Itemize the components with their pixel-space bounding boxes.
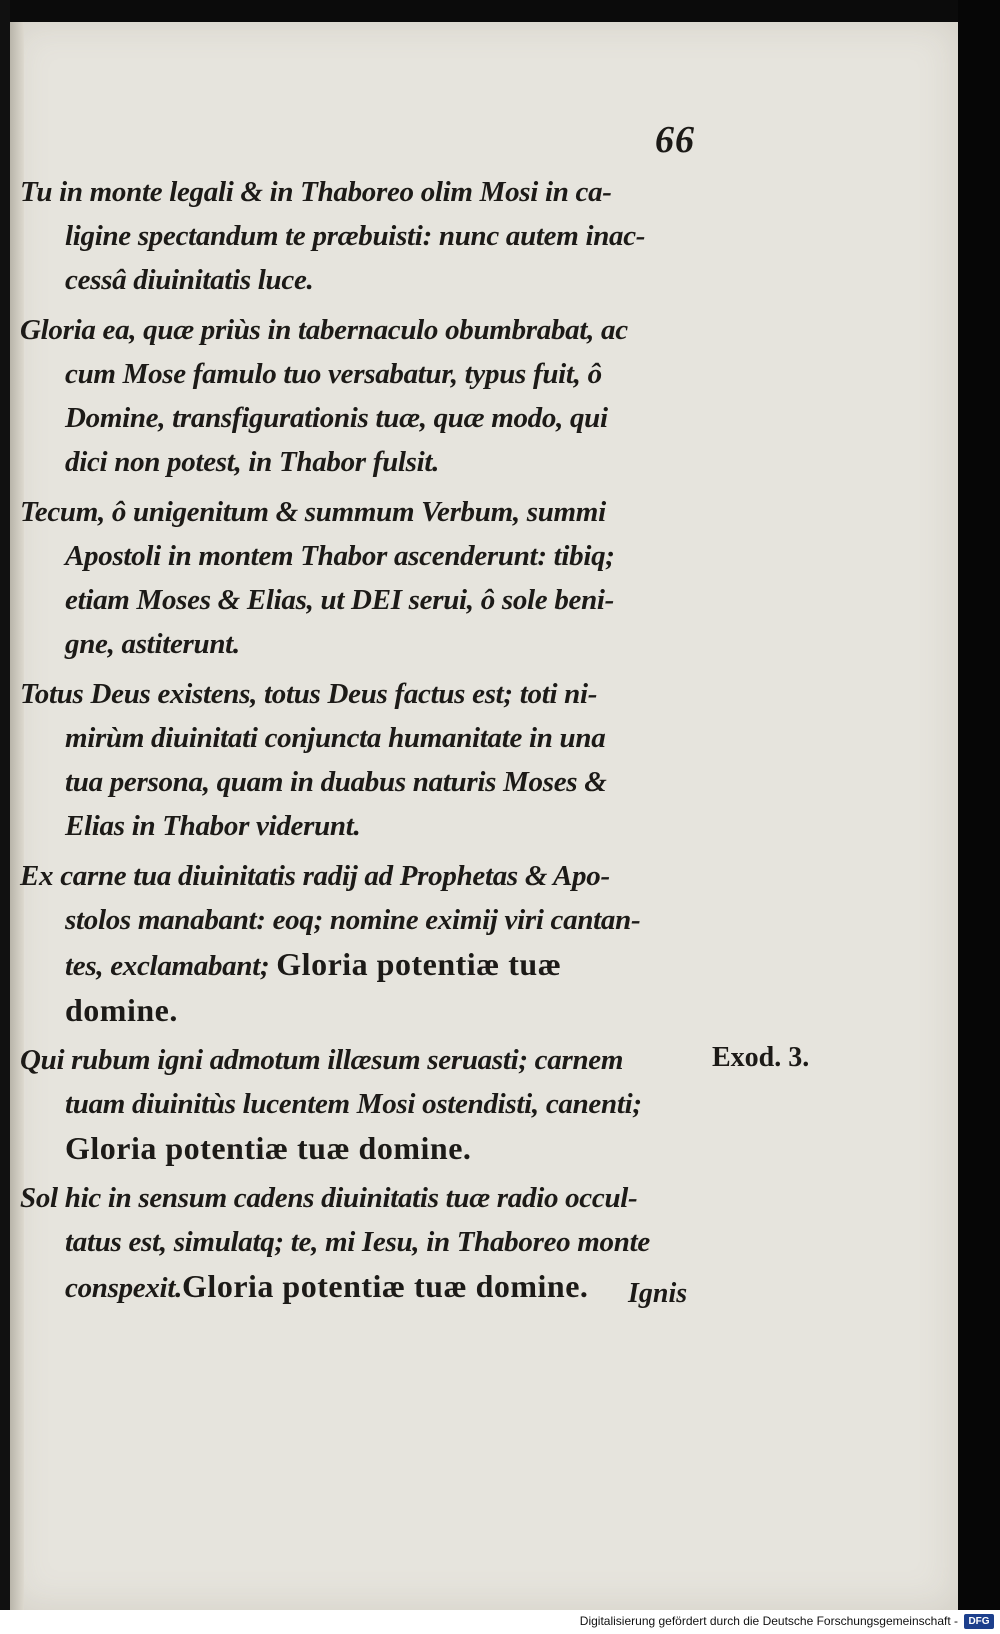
text-line: tuam diuinitùs lucentem Mosi ostendisti, canenti;	[65, 1088, 642, 1120]
text-line: Domine, transfigurationis tuæ, quæ modo, qui	[65, 402, 608, 434]
stanza-3	[20, 490, 710, 666]
text-line: Ex carne tua diuinitatis radij ad Prophetas & Apo-	[20, 860, 610, 892]
dfg-logo: DFG	[964, 1614, 994, 1629]
text-line: gne, astiterunt.	[65, 628, 240, 660]
text-line: cessâ diuinitatis luce.	[65, 264, 314, 296]
stanza-5	[20, 854, 710, 1032]
text-line: Tecum, ô unigenitum & summum Verbum, summi	[20, 496, 606, 528]
margin-reference: Exod. 3.	[712, 1042, 810, 1073]
catchword: Ignis	[628, 1278, 688, 1309]
text-line: Sol hic in sensum cadens diuinitatis tuæ radio occul-	[20, 1182, 638, 1214]
text-line: Qui rubum igni admotum illæsum seruasti; carnem	[20, 1044, 624, 1076]
text-line: Gloria ea, quæ priùs in tabernaculo obumbrabat, ac	[20, 314, 628, 346]
stanza-7	[20, 1176, 710, 1310]
refrain-text: Gloria potentiæ tuæ domine.	[182, 1268, 589, 1304]
text-line: tua persona, quam in duabus naturis Moses &	[65, 766, 607, 798]
text-line: etiam Moses & Elias, ut DEI serui, ô sole beni-	[65, 584, 615, 616]
refrain-text: Gloria potentiæ tuæ	[276, 946, 562, 982]
text-line: mirùm diuinitati conjuncta humanitate in una	[65, 722, 606, 754]
text-line: cum Mose famulo tuo versabatur, typus fuit, ô	[65, 358, 602, 390]
page-number: 66	[655, 119, 695, 161]
scan-border-left	[0, 0, 10, 1610]
text-line	[20, 942, 710, 988]
text-line: Tu in monte legali & in Thaboreo olim Mosi in ca-	[20, 176, 612, 208]
funding-credit: Digitalisierung gefördert durch die Deutsche Forschungsgemeinschaft -	[579, 1614, 958, 1628]
refrain-line: domine.	[65, 992, 178, 1028]
text-line: Apostoli in montem Thabor ascenderunt: tibiq;	[65, 540, 615, 572]
hymn-text	[20, 170, 710, 1316]
text-line	[20, 1264, 710, 1310]
text-line: Elias in Thabor viderunt.	[65, 810, 361, 842]
scan-border-top	[0, 0, 1000, 22]
stanza-4	[20, 672, 710, 848]
text-fragment: conspexit.	[65, 1272, 183, 1304]
scan-border-right	[958, 0, 1000, 1634]
text-line: ligine spectandum te præbuisti: nunc autem inac-	[65, 220, 646, 252]
text-line: dici non potest, in Thabor fulsit.	[65, 446, 440, 478]
text-fragment: tes, exclamabant;	[65, 950, 270, 982]
text-line: stolos manabant: eoq; nomine eximij viri cantan-	[65, 904, 641, 936]
refrain-line: Gloria potentiæ tuæ domine.	[65, 1130, 472, 1166]
text-line: Totus Deus existens, totus Deus factus est; toti ni-	[20, 678, 598, 710]
stanza-2	[20, 308, 710, 484]
stanza-6	[20, 1038, 710, 1170]
text-line: tatus est, simulatq; te, mi Iesu, in Thaboreo monte	[65, 1226, 650, 1258]
stanza-1	[20, 170, 710, 302]
